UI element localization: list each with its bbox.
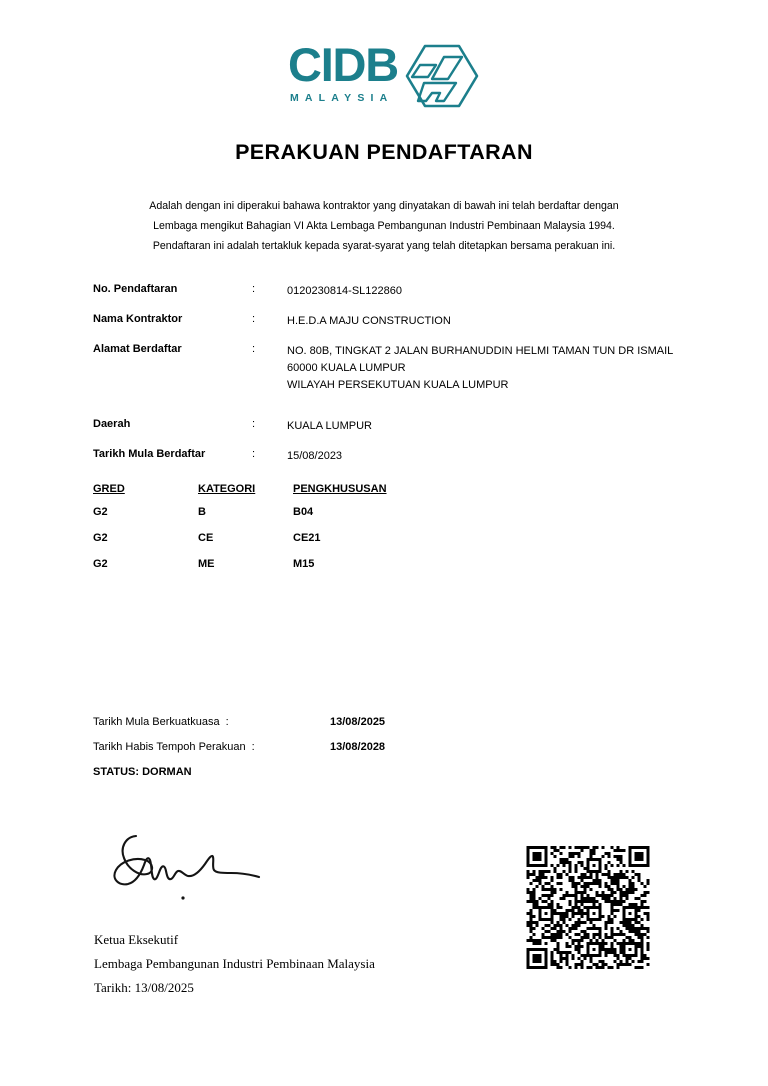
detail-value — [287, 313, 753, 330]
table-row — [93, 506, 453, 532]
status-badge: STATUS: DORMAN — [93, 766, 192, 778]
detail-separator: : — [252, 313, 256, 325]
detail-label: Tarikh Mula Berdaftar — [93, 448, 206, 460]
validity-separator: : — [251, 741, 255, 753]
validity-section — [93, 716, 513, 778]
cidb-hexagon-h-emblem-icon — [404, 43, 480, 114]
table-row — [93, 532, 453, 558]
handwritten-signature-icon — [95, 824, 295, 914]
cell-pengkhususan: CE21 — [293, 532, 321, 544]
signatory-date: Tarikh: 13/08/2025 — [94, 980, 194, 995]
detail-row-no-pendaftaran — [93, 283, 753, 300]
detail-row-alamat-berdaftar — [93, 343, 753, 394]
detail-row-daerah — [93, 418, 753, 435]
detail-value-line: 15/08/2023 — [287, 450, 343, 462]
detail-label: Daerah — [93, 418, 131, 430]
cell-gred: G2 — [93, 532, 108, 544]
detail-separator: : — [252, 418, 256, 430]
cell-gred: G2 — [93, 558, 108, 570]
detail-value-line: 0120230814-SL122860 — [287, 285, 403, 297]
cell-pengkhususan: M15 — [293, 558, 315, 570]
validity-row-start — [93, 716, 513, 728]
signatory-block — [94, 928, 375, 1000]
cell-kategori: ME — [198, 558, 215, 570]
gred-table — [93, 483, 453, 584]
signatory-title: Ketua Eksekutif — [94, 932, 179, 947]
validity-start-label: Tarikh Mula Berkuatkuasa — [93, 716, 220, 728]
detail-value-line: KUALA LUMPUR — [287, 420, 372, 432]
logo-subtitle: MALAYSIA — [289, 92, 394, 104]
cidb-logo — [0, 38, 768, 114]
qr-code-icon — [518, 840, 658, 975]
validity-start-value: 13/08/2025 — [330, 716, 386, 728]
intro-line-1: Adalah dengan ini diperakui bahawa kontraktor yang dinyatakan di bawah ini telah berdaftar dengan — [149, 200, 619, 212]
table-row — [93, 558, 453, 584]
detail-row-tarikh-mula-berdaftar — [93, 448, 753, 465]
cell-gred: G2 — [93, 506, 108, 518]
detail-value — [287, 418, 753, 435]
detail-separator: : — [252, 343, 256, 355]
detail-separator: : — [252, 283, 256, 295]
detail-value — [287, 448, 753, 465]
detail-row-nama-kontraktor — [93, 313, 753, 330]
cell-pengkhususan: B04 — [293, 506, 314, 518]
table-header-row — [93, 483, 453, 506]
column-header-kategori: KATEGORI — [198, 483, 256, 495]
intro-line-2: Lembaga mengikut Bahagian VI Akta Lembaga Pembangunan Industri Pembinaan Malaysia 1994. — [153, 220, 615, 232]
column-header-gred: GRED — [93, 483, 125, 495]
validity-end-label: Tarikh Habis Tempoh Perakuan — [93, 741, 246, 753]
column-header-pengkhususan: PENGKHUSUSAN — [293, 483, 387, 495]
detail-separator: : — [252, 448, 256, 460]
validity-end-value: 13/08/2028 — [330, 741, 386, 753]
intro-line-3: Pendaftaran ini adalah tertakluk kepada syarat-syarat yang telah ditetapkan bersama perakuan ini. — [152, 240, 616, 252]
detail-value — [287, 343, 753, 394]
cell-kategori: CE — [198, 532, 214, 544]
detail-value-line: WILAYAH PERSEKUTUAN KUALA LUMPUR — [287, 379, 509, 391]
detail-label: Nama Kontraktor — [93, 313, 183, 325]
validity-separator: : — [225, 716, 229, 728]
detail-label: Alamat Berdaftar — [93, 343, 182, 355]
detail-value-line: H.E.D.A MAJU CONSTRUCTION — [287, 315, 451, 327]
detail-value-line: NO. 80B, TINGKAT 2 JALAN BURHANUDDIN HELMI TAMAN TUN DR ISMAIL — [287, 345, 674, 357]
intro-paragraph — [84, 196, 684, 256]
validity-row-end — [93, 741, 513, 753]
signatory-organisation: Lembaga Pembangunan Industri Pembinaan Malaysia — [94, 956, 375, 971]
cell-kategori: B — [198, 506, 206, 518]
details-spacer — [93, 407, 753, 418]
logo-wordmark: CIDB — [287, 38, 399, 91]
detail-label: No. Pendaftaran — [93, 283, 178, 295]
detail-value — [287, 283, 753, 300]
detail-value-line: 60000 KUALA LUMPUR — [287, 362, 406, 374]
registration-details — [93, 283, 753, 478]
page-title: PERAKUAN PENDAFTARAN — [235, 140, 533, 164]
